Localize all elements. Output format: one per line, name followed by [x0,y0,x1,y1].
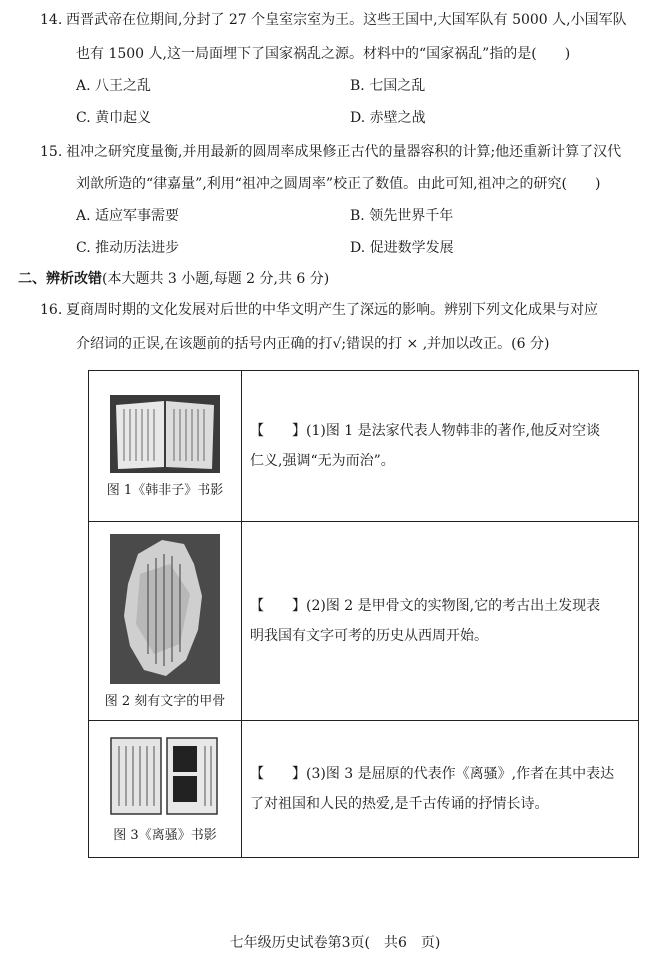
option-d: D. 赤壁之战 [350,110,426,126]
option-b: B. 领先世界千年 [350,208,454,224]
section-detail: (本大题共 3 小题,每题 2 分,共 6 分) [102,271,330,287]
figure-caption: 图 1《韩非子》书影 [106,482,224,498]
oracle-bone-image [110,534,220,684]
statement-line: 明我国有文字可考的历史从西周开始。 [250,628,488,644]
analysis-table [88,370,639,858]
option-c: C. 黄巾起义 [76,110,152,126]
question-text: 西晋武帝在位期间,分封了 27 个皇室宗室为王。这些王国中,大国军队有 5000 人,小国军队 [66,12,627,28]
image-cell [89,721,242,858]
question-16-line-1 [40,300,598,320]
option-b: B. 七国之乱 [350,78,426,94]
question-14-line-2: 也有 1500 人,这一局面埋下了国家祸乱之源。材料中的“国家祸乱”指的是( ) [76,46,571,62]
statement-cell [242,371,639,522]
answer-bracket: 【 】 [250,423,306,439]
question-16-line-2: 介绍词的正误,在该题前的括号内正确的打√;错误的打 × ,并加以改正。(6 分) [76,336,550,352]
question-number: 14. [40,12,63,28]
question-number: 16. [40,302,63,318]
statement-cell [242,522,639,721]
image-cell [89,522,242,721]
answer-bracket: 【 】 [250,766,306,782]
statement-text: (1)图 1 是法家代表人物韩非的著作,他反对空谈 [306,423,601,439]
statement-cell [242,721,639,858]
statement-line [250,591,630,621]
lisao-book-image [109,736,221,818]
question-text: 夏商周时期的文化发展对后世的中华文明产生了深远的影响。辨别下列文化成果与对应 [66,302,598,318]
option-d: D. 促进数学发展 [350,240,454,256]
option-a: A. 适应军事需要 [76,208,180,224]
question-number: 15. [40,144,63,160]
statement-text: (3)图 3 是屈原的代表作《离骚》,作者在其中表达 [306,766,615,782]
hanfeizi-book-image [110,395,220,473]
table-row [89,522,639,721]
statement-text: (2)图 2 是甲骨文的实物图,它的考古出土发现表 [306,598,601,614]
statement-line [250,416,630,446]
answer-bracket: 【 】 [250,598,306,614]
image-cell [89,371,242,522]
question-15-line-2: 刘歆所造的“律嘉量”,利用“祖冲之圆周率”校正了数值。由此可知,祖冲之的研究( ) [76,176,601,192]
figure-caption: 图 2 刻有文字的甲骨 [104,693,226,709]
option-a: A. 八王之乱 [76,78,152,94]
question-14-line-1 [40,10,627,30]
figure-caption: 图 3《离骚》书影 [113,827,217,843]
table-row [89,371,639,522]
table-row [89,721,639,858]
statement-line [250,759,630,789]
option-c: C. 推动历法进步 [76,240,180,256]
section-heading [18,268,329,288]
page-footer: 七年级历史试卷第3页( 共6 页) [229,935,441,951]
statement-line: 仁义,强调“无为而治”。 [250,453,395,469]
statement-line: 了对祖国和人民的热爱,是千古传诵的抒情长诗。 [250,796,549,812]
section-title: 二、辨析改错 [18,271,102,287]
question-15-line-1 [40,142,621,162]
question-text: 祖冲之研究度量衡,并用最新的圆周率成果修正古代的量器容积的计算;他还重新计算了汉代 [66,144,622,160]
